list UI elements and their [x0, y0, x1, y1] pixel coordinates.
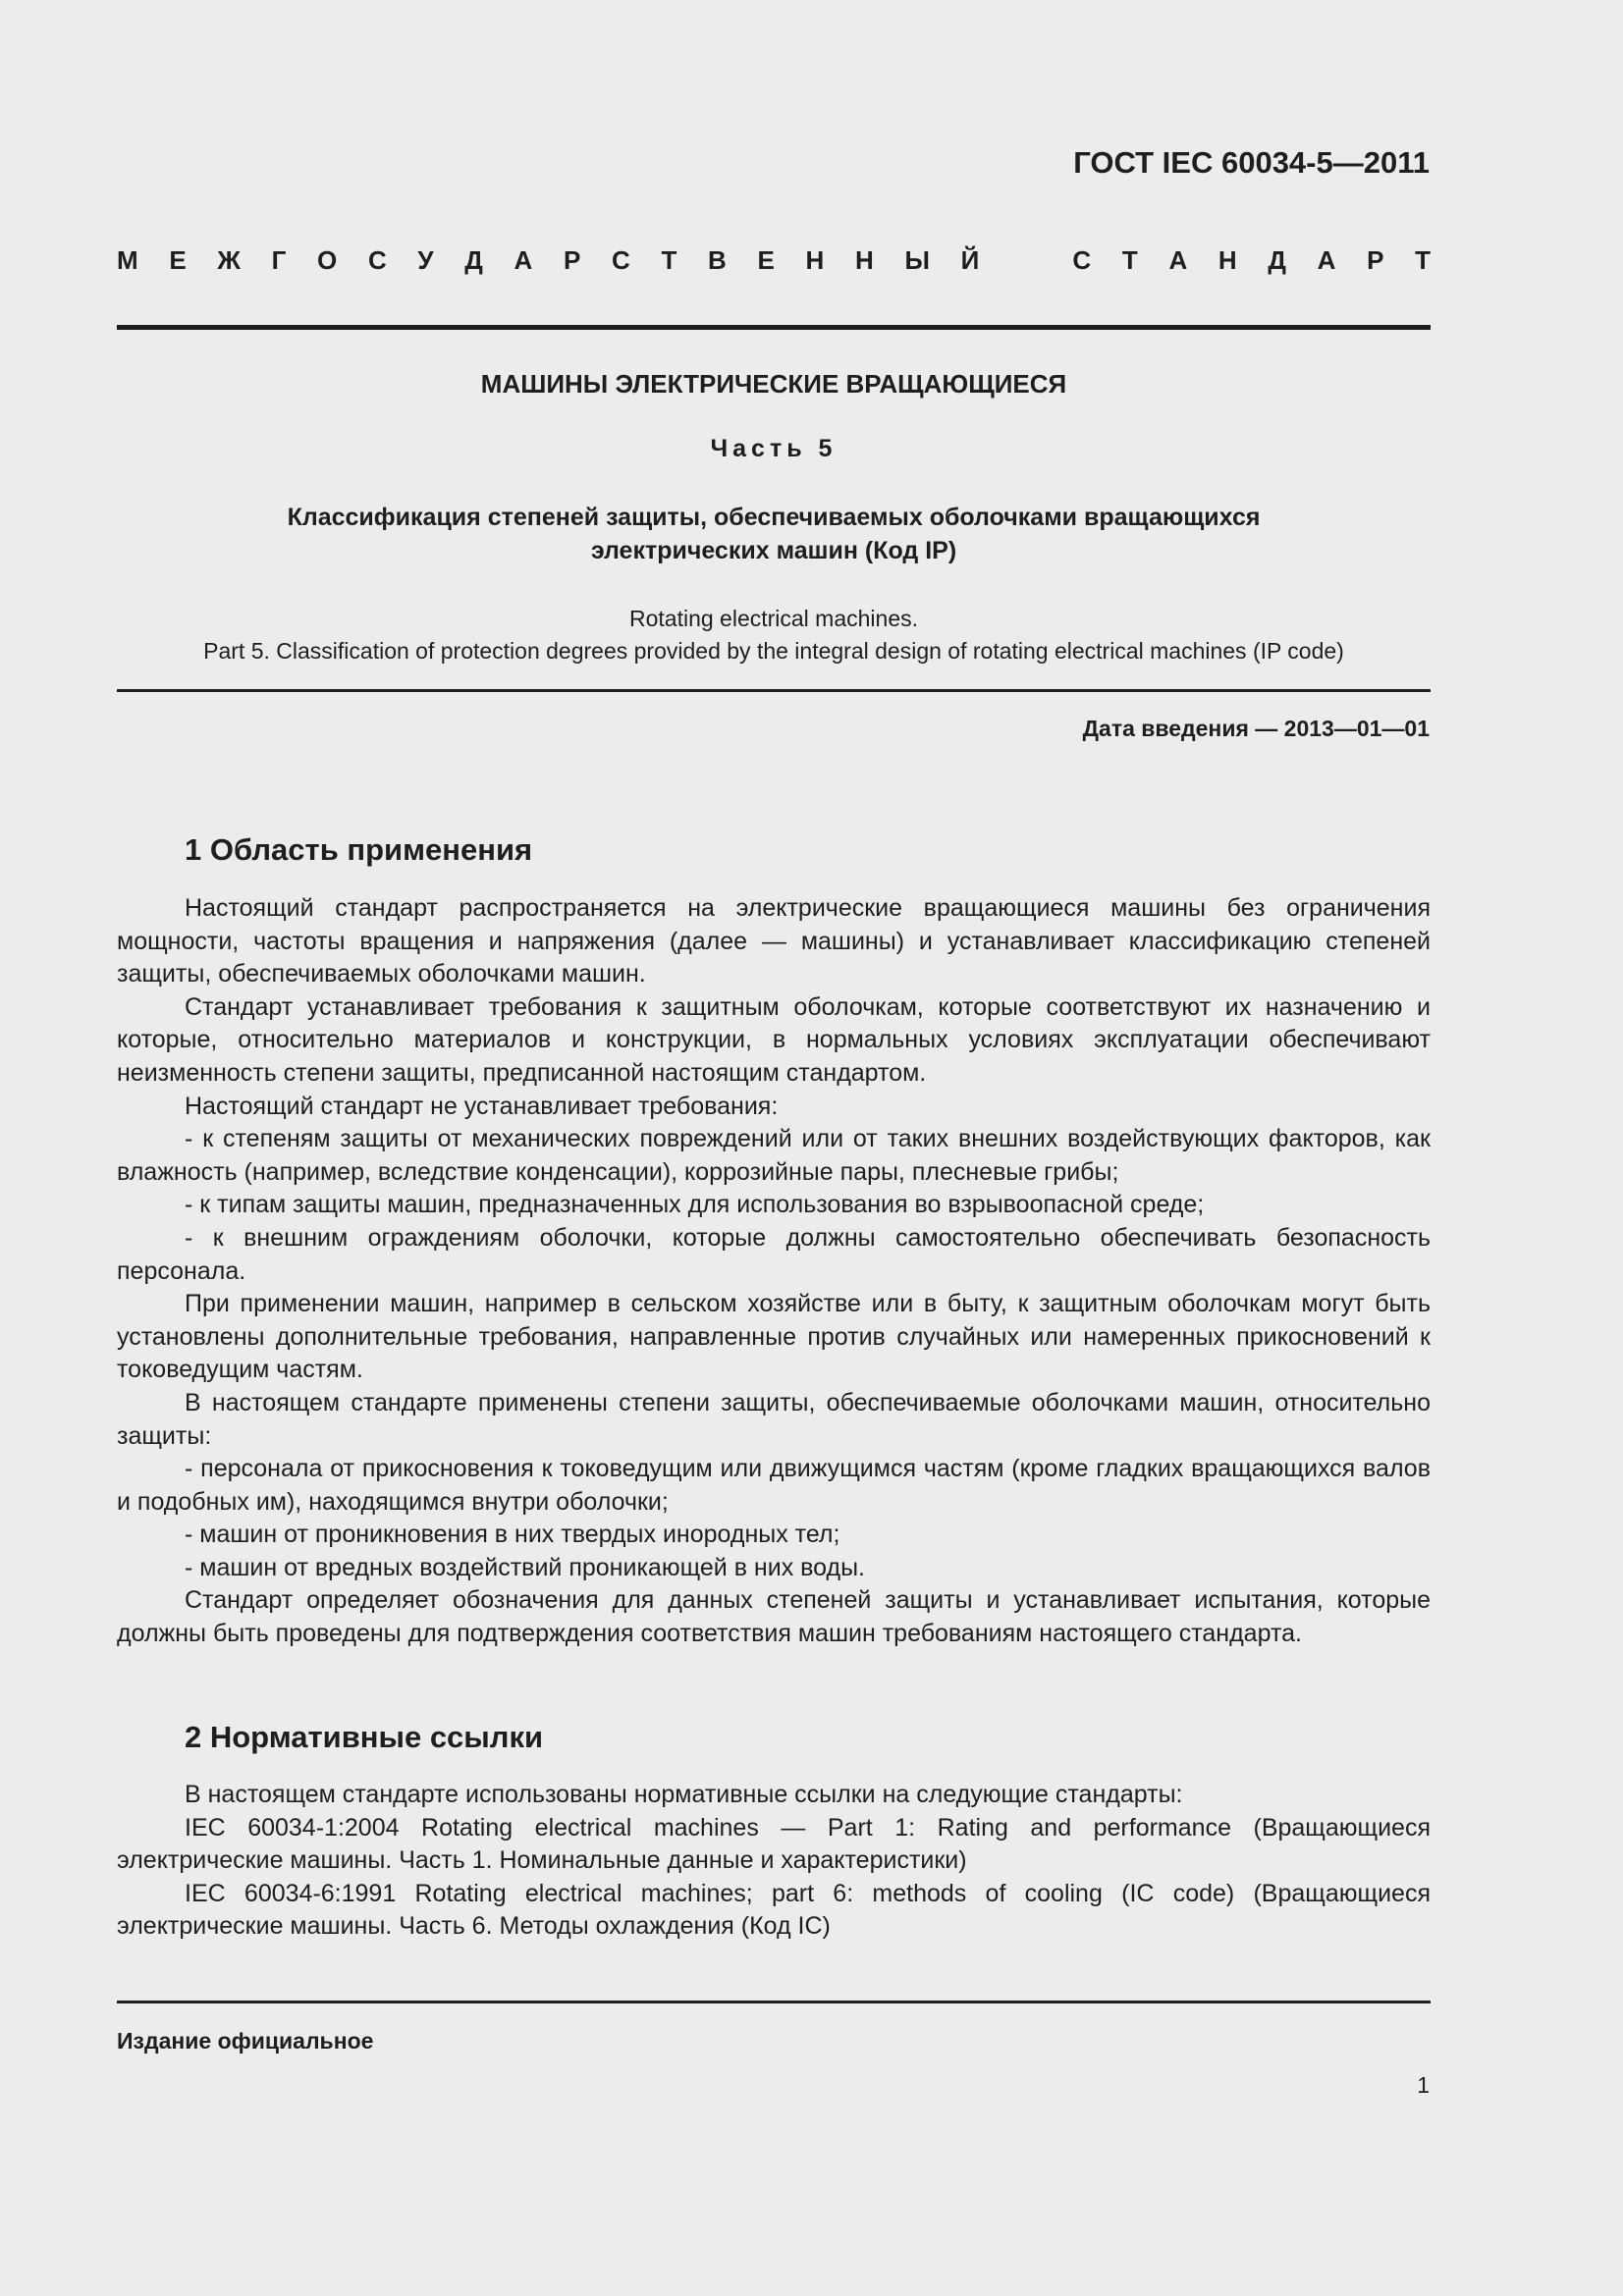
subtitle-line: электрических машин (Код IP) — [590, 537, 957, 564]
banner-letter: А — [514, 245, 533, 275]
banner-letter: У — [417, 245, 434, 275]
bottom-divider — [117, 2001, 1431, 2003]
banner-letter: Е — [169, 245, 187, 275]
top-divider — [117, 325, 1431, 330]
banner-letter: Е — [757, 245, 775, 275]
middle-divider — [117, 689, 1431, 692]
standard-code: ГОСТ IEC 60034-5—2011 — [1073, 145, 1430, 180]
banner-letter: А — [1317, 245, 1336, 275]
banner-letter: Н — [805, 245, 825, 275]
banner-letter: Т — [1415, 245, 1431, 275]
reference-item: IEC 60034-1:2004 Rotating electrical machines — Part 1: Rating and performance (Вращающиеся электрические машины. Часть 1. Номинальные данные и характеристики) — [117, 1813, 1431, 1875]
list-item: - к степеням защиты от механических повреждений или от таких внешних воздействующих факторов, как влажность (например, вследствие конденсации), коррозийные пары, плесневые грибы; — [117, 1125, 1431, 1186]
banner-letter: Д — [464, 245, 483, 275]
banner-letter: С — [1072, 245, 1092, 275]
section-body-references — [117, 1779, 1431, 1944]
banner-letter: Н — [1217, 245, 1237, 275]
list-item: - машин от проникновения в них твердых инородных тел; — [185, 1521, 840, 1549]
banner-letter: С — [612, 245, 630, 275]
paragraph: В настоящем стандарте использованы нормативные ссылки на следующие стандарты: — [185, 1781, 1183, 1808]
subtitle-line: Классификация степеней защиты, обеспечиваемых оболочками вращающихся — [287, 504, 1261, 531]
official-edition-label: Издание официальное — [117, 2028, 374, 2054]
part-label: Часть 5 — [710, 435, 838, 462]
list-item: - к внешним ограждениям оболочки, которые должны самостоятельно обеспечивать безопасность персонала. — [117, 1223, 1431, 1285]
banner-letter: Т — [661, 245, 677, 275]
banner-letter: Р — [1367, 245, 1384, 275]
document-title: МАШИНЫ ЭЛЕКТРИЧЕСКИЕ ВРАЩАЮЩИЕСЯ — [480, 369, 1067, 399]
paragraph: Настоящий стандарт распространяется на электрические вращающиеся машины без ограничения мощности, частоты вращения и напряжения (далее — машины) и устанавливает классификацию степеней защиты, обеспечиваемых оболочками машин. — [117, 894, 1431, 988]
english-title-line: Part 5. Classification of protection degrees provided by the integral design of rotating electrical machines (IP code) — [203, 638, 1344, 664]
paragraph: В настоящем стандарте применены степени защиты, обеспечиваемые оболочками машин, относительно защиты: — [117, 1388, 1431, 1450]
banner-letter: Д — [1268, 245, 1286, 275]
banner-letter: Т — [1121, 245, 1138, 275]
banner-letter: А — [1168, 245, 1188, 275]
banner-letter: С — [367, 245, 387, 275]
banner-letter: Й — [960, 245, 980, 275]
banner-letter: Ы — [904, 245, 930, 275]
section-heading-references: 2 Нормативные ссылки — [185, 1720, 544, 1754]
paragraph: При применении машин, например в сельском хозяйстве или в быту, к защитным оболочкам могут быть установлены дополнительные требования, направленные против случайных или намеренных прикосновений к токоведущим частям. — [117, 1290, 1431, 1384]
section-body-scope — [117, 892, 1431, 1651]
banner-letter: М — [117, 245, 138, 275]
banner-letter: Ж — [217, 245, 241, 275]
introduction-date: Дата введения — 2013—01—01 — [1082, 716, 1430, 741]
banner-letter: Г — [271, 245, 287, 275]
list-item: - персонала от прикосновения к токоведущим или движущимся частям (кроме гладких вращающихся валов и подобных им), находящимся внутри оболочки; — [117, 1455, 1431, 1516]
reference-item: IEC 60034-6:1991 Rotating electrical machines; part 6: methods of cooling (IC code) (Вращающиеся электрические машины. Часть 6. Методы охлаждения (Код IC) — [117, 1879, 1431, 1941]
banner-letter: Н — [855, 245, 874, 275]
paragraph: Стандарт определяет обозначения для данных степеней защиты и устанавливает испытания, которые должны быть проведены для подтверждения соответствия машин требованиям настоящего стандарта. — [117, 1586, 1431, 1648]
page-number: 1 — [1417, 2072, 1430, 2098]
banner-letter: Р — [563, 245, 581, 275]
banner-letter: В — [708, 245, 727, 275]
english-title — [117, 603, 1431, 667]
list-item: - машин от вредных воздействий проникающей в них воды. — [185, 1553, 865, 1581]
paragraph: Настоящий стандарт не устанавливает требования: — [185, 1092, 779, 1120]
english-title-line: Rotating electrical machines. — [628, 606, 919, 631]
section-heading-scope: 1 Область применения — [185, 832, 533, 867]
document-subtitle — [117, 501, 1431, 567]
list-item: - к типам защиты машин, предназначенных для использования во взрывоопасной среде; — [185, 1191, 1205, 1219]
banner-letter: О — [317, 245, 338, 275]
paragraph: Стандарт устанавливает требования к защитным оболочкам, которые соответствуют их назначению и которые, относительно материалов и конструкции, в нормальных условиях эксплуатации обеспечивают неизменность степени защиты, предписанной настоящим стандартом. — [117, 992, 1431, 1087]
interstate-standard-banner — [117, 245, 1431, 276]
